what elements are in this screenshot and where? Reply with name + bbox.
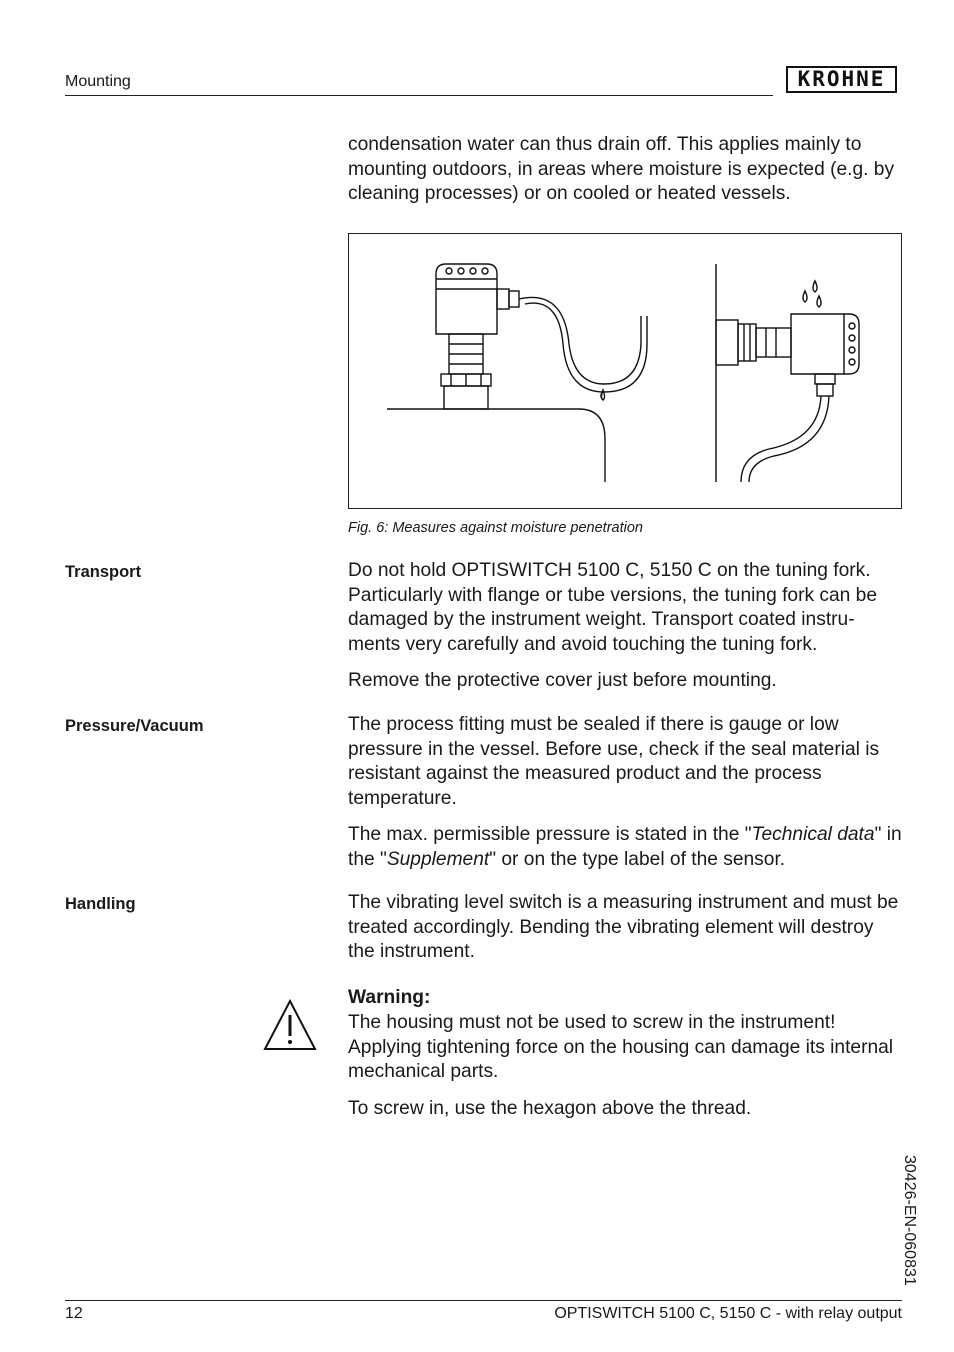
pressure-paragraph-2 xyxy=(348,823,904,872)
warning-text: The housing must not be used to screw in the instrument! Applying tightening force on the housing can damage its internal mechanical parts. xyxy=(348,1012,894,1083)
side-heading-pressure: Pressure/Vacuum xyxy=(65,717,204,735)
figure-moisture xyxy=(348,233,902,509)
page-number: 12 xyxy=(65,1305,83,1322)
header-rule xyxy=(65,95,773,96)
side-heading-transport: Transport xyxy=(65,563,142,581)
footer-rule xyxy=(65,1300,902,1301)
handling-paragraph-2: To screw in, use the hexagon above the thread. xyxy=(348,1098,752,1119)
side-heading-handling: Handling xyxy=(65,895,136,913)
handling-paragraph-1: The vibrating level switch is a measuring instrument and must be treated accordingly. Bending the vibrating element will destroy the instrument. xyxy=(348,892,899,963)
transport-paragraph-2: Remove the protective cover just before mounting. xyxy=(348,670,777,691)
warning-icon xyxy=(262,998,318,1057)
text-run: The max. permissible pressure is stated in the " xyxy=(348,824,752,845)
pressure-paragraph-1: The process fitting must be sealed if there is gauge or low pressure in the vessel. Before use, check if the seal material is resistant against the measured product and the process temperature. xyxy=(348,714,880,809)
figure-caption: Fig. 6: Measures against moisture penetration xyxy=(348,520,643,536)
warning-title: Warning: xyxy=(348,987,431,1008)
side-document-number: 30426-EN-060831 xyxy=(901,1155,918,1286)
krohne-logo: KROHNE xyxy=(786,66,897,93)
emphasis-supplement: Supplement xyxy=(386,848,490,870)
transport-paragraph-1: Do not hold OPTISWITCH 5100 C, 5150 C on the tuning fork. Particularly with flange or tube versions, the tuning fork can be damaged by the instrument weight. Transport coated instru-ments very carefully and avoid touching the tuning fork. xyxy=(348,560,878,655)
emphasis-technical-data: Technical data xyxy=(751,824,875,845)
intro-paragraph: condensation water can thus drain off. This applies mainly to mounting outdoors, in areas where moisture is expected (e.g. by cleaning processes) or on cooled or heated vessels. xyxy=(348,134,895,205)
text-run: " or on the type label of the sensor. xyxy=(489,848,786,870)
footer-title: OPTISWITCH 5100 C, 5150 C - with relay output xyxy=(554,1305,902,1322)
moisture-illustration xyxy=(349,234,903,510)
section-title: Mounting xyxy=(65,73,131,90)
text-run: " in the " xyxy=(348,824,902,870)
